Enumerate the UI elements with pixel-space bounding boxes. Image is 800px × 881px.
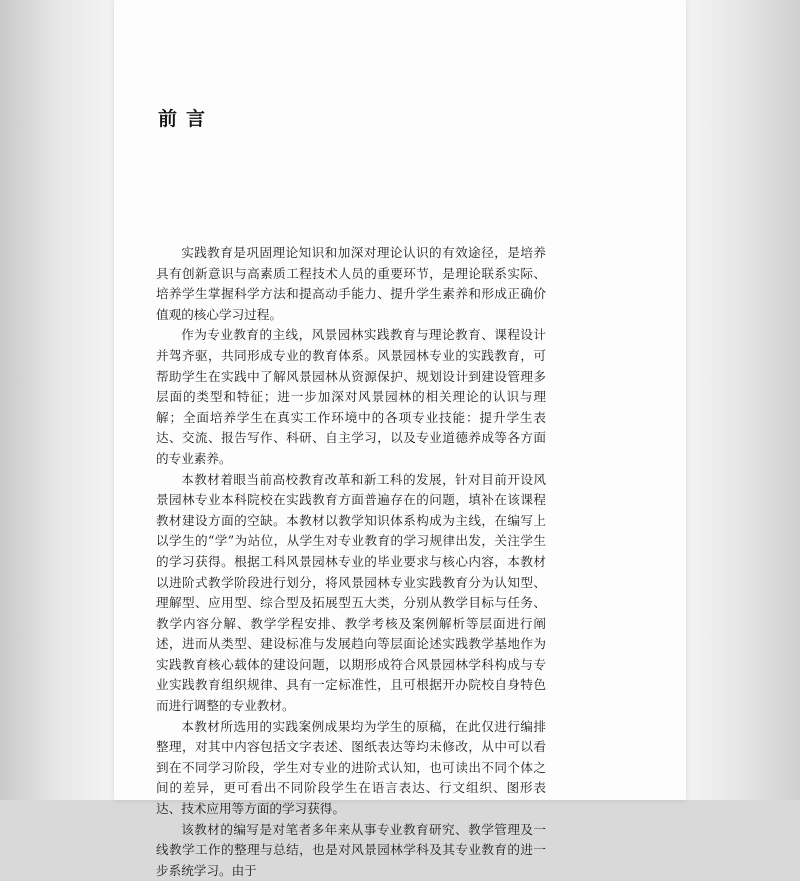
paragraph-4: 本教材所选用的实践案例成果均为学生的原稿，在此仅进行编排整理，对其中内容包括文字表述、图纸表达等均未修改，从中可以看到在不同学习阶段，学生对专业的进阶式认知，也可读出不同个体之间的差异，更可看出不同阶段学生在语言表达、行文组织、图形表达、技术应用等方面的学习获得。 [156,718,546,817]
paragraph-1: 实践教育是巩固理论知识和加深对理论认识的有效途径，是培养具有创新意识与高素质工程技术人员的重要环节，是理论联系实际、培养学生掌握科学方法和提高动手能力、提升学生素养和形成正确价值观的核心学习过程。 [156,245,546,322]
body-text [156,243,546,881]
paragraph-2: 作为专业教育的主线，风景园林实践教育与理论教育、课程设计并驾齐驱，共同形成专业的教育体系。风景园林专业的实践教育，可帮助学生在实践中了解风景园林从资源保护、规划设计到建设管理多层面的类型和特征；进一步加深对风景园林的相关理论的认识与理解；全面培养学生在真实工作环境中的各项专业技能：提升学生表达、交流、报告写作、科研、自主学习，以及专业道德养成等各方面的专业素养。 [156,327,546,466]
page-title: 前言 [158,108,215,130]
paragraph-3: 本教材着眼当前高校教育改革和新工科的发展，针对目前开设风景园林专业本科院校在实践教育方面普遍存在的问题，填补在该课程教材建设方面的空缺。本教材以教学知识体系构成为主线，在编写上以学生的“学”为站位，从学生对专业教育的学习规律出发，关注学生的学习获得。根据工科风景园林专业的毕业要求与核心内容，本教材以进阶式教学阶段进行划分，将风景园林专业实践教育分为认知型、理解型、应用型、综合型及拓展型五大类，分别从教学目标与任务、教学内容分解、教学学程安排、教学考核及案例解析等层面进行阐述，进而从类型、建设标准与发展趋向等层面论述实践教学基地作为实践教育核心载体的建设问题，以期形成符合风景园林学科构成与专业实践教育组织规律、具有一定标准性，且可根据开办院校自身特色而进行调整的专业教材。 [156,471,546,714]
document-page [114,0,686,878]
paragraph-5: 该教材的编写是对笔者多年来从事专业教育研究、教学管理及一线教学工作的整理与总结，也是对风景园林学科及其专业教育的进一步系统学习。由于 [156,821,546,878]
